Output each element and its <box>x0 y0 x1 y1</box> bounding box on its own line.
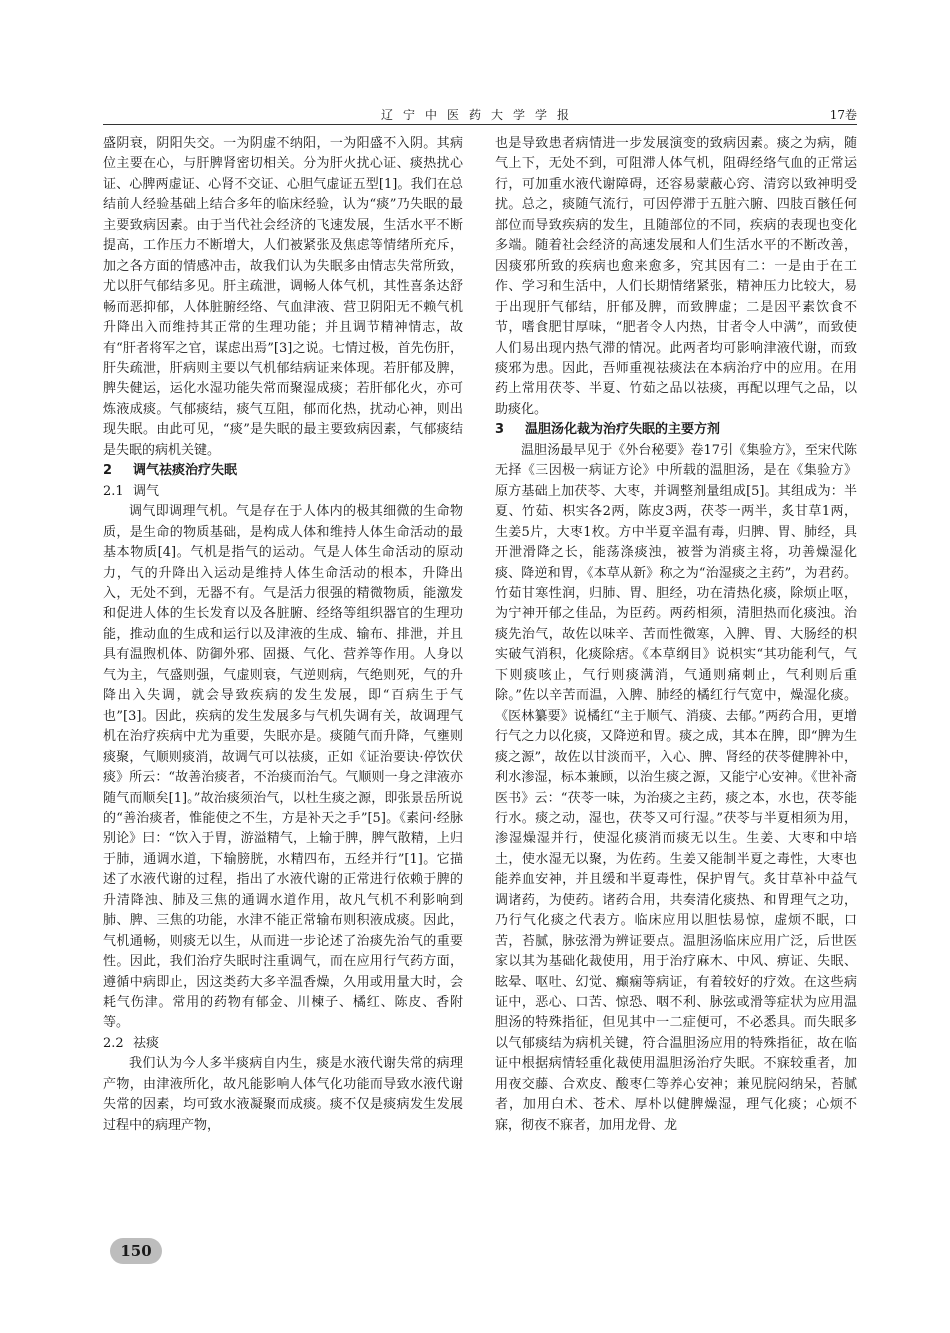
journal-title: 辽宁中医药大学学报 <box>380 108 579 122</box>
subsection-number: 2.1 <box>103 483 124 499</box>
header-divider <box>103 124 857 125</box>
left-column <box>103 134 463 1136</box>
section-heading <box>103 461 463 481</box>
paragraph: 也是导致患者病情进一步发展演变的致病因素。痰之为病，随气上下，无处不到，可阻滞人体气机，阻碍经络气血的正常运行，可加重水液代谢障碍，还容易蒙蔽心窍、清窍以致神明受扰。总之，痰随气流行，可因停滞于五脏六腑、四肢百骸任何部位而导致疾病的发生，且随部位的不同，疾病的表现也变化多端。随着社会经济的高速发展和人们生活水平的不断改善，因痰邪所致的疾病也愈来愈多，究其因有二：一是由于在工作、学习和生活中，人们长期情绪紧张，精神压力比较大，易于出现肝气郁结，肝郁及脾，而致脾虚；二是因平素饮食不节，嗜食肥甘厚味，“肥者令人内热，甘者令人中满”，而致使人们易出现内热气滞的情况。此两者均可影响津液代谢，而致痰邪为患。因此，吾师重视祛痰法在本病治疗中的应用。在用药上常用茯苓、半夏、竹茹之品以祛痰，再配以理气之品，以助痰化。 <box>495 136 857 417</box>
volume-label: 17卷 <box>829 108 857 122</box>
running-header <box>103 104 857 124</box>
subsection-title: 祛痰 <box>133 1035 160 1051</box>
subsection-heading <box>103 482 463 502</box>
section-title: 调气祛痰治疗失眠 <box>133 463 238 479</box>
section-number: 2 <box>103 463 113 479</box>
subsection-title: 调气 <box>133 483 160 499</box>
subsection-number: 2.2 <box>103 1035 124 1051</box>
section-number: 3 <box>495 422 505 438</box>
paragraph: 盛阴衰，阴阳失交。一为阴虚不纳阳，一为阳盛不入阴。其病位主要在心，与肝脾肾密切相关。分为肝火扰心证、痰热扰心证、心脾两虚证、心肾不交证、心胆气虚证五型[1]。我们在总结前人经验基础上结合多年的临床经验，认为“痰”乃失眠的最主要致病因素。由于当代社会经济的飞速发展，生活水平不断提高，工作压力不断增大，人们被紧张及焦虑等情绪所充斥，加之各方面的情感冲击，故我们认为失眠多由情志失常所致，尤以肝气郁结多见。肝主疏泄，调畅人体气机，其性喜条达舒畅而恶抑郁，人体脏腑经络、气血津液、营卫阴阳无不赖气机升降出入而维持其正常的生理功能；并且调节精神情志，故有“肝者将军之官，谋虑出焉”[3]之说。七情过极，首先伤肝，肝失疏泄，肝病则主要以气机郁结病证来体现。若肝郁及脾，脾失健运，运化水湿功能失常而聚湿成痰；若肝郁化火，亦可炼液成痰。气郁痰结，痰气互阻，郁而化热，扰动心神，则出现失眠。由此可见，“痰”是失眠的最主要致病因素，气郁痰结是失眠的病机关键。 <box>103 136 463 458</box>
right-column <box>495 134 857 1136</box>
subsection-heading <box>103 1034 463 1054</box>
section-title: 温胆汤化裁为治疗失眠的主要方剂 <box>525 422 721 438</box>
paragraph: 温胆汤最早见于《外台秘要》卷17引《集验方》，至宋代陈无择《三因极一病证方论》中所载的温胆汤，是在《集验方》原方基础上加茯苓、大枣，并调整剂量组成[5]。其组成为：半夏、竹茹、枳实各2两，陈皮3两，茯苓一两半，炙甘草1两，生姜5片，大枣1枚。方中半夏辛温有毒，归脾、胃、肺经，具开泄滑降之长，能荡涤痰浊，被誉为消痰主将，功善燥湿化痰、降逆和胃，《本草从新》称之为“治湿痰之主药”，为君药。竹茹甘寒性润，归肺、胃、胆经，功在清热化痰，除烦止呕，为宁神开郁之佳品，为臣药。两药相须，清胆热而化痰浊。治痰先治气，故佐以味辛、苦而性微寒，入脾、胃、大肠经的枳实破气消积，化痰除痞。《本草纲目》说枳实“其功能利气，气下则痰咳止，气行则痰满消，气通则痛刺止，气利则后重除。”佐以辛苦而温，入脾、肺经的橘红行气宽中，燥湿化痰。《医林纂要》说橘红“主于顺气、消痰、去郁。”两药合用，更增行气之力以化痰，又降逆和胃。痰之成，其本在脾，即“脾为生痰之源”，故佐以甘淡而平，入心、脾、肾经的茯苓健脾补中，利水渗湿，标本兼顾，以治生痰之源，又能宁心安神。《世补斋医书》云：“茯苓一味，为治痰之主药，痰之本，水也，茯苓能行水。痰之动，湿也，茯苓又可行湿。”茯苓与半夏相须为用，渗湿燥湿并行，使湿化痰消而痰无以生。生姜、大枣和中培土，使水湿无以聚，为佐药。生姜又能制半夏之毒性，大枣也能养血安神，并且缓和半夏毒性，保护胃气。炙甘草补中益气调诸药，为使药。诸药合用，共奏清化痰热、和胃理气之功，乃行气化痰之代表方。临床应用以胆怯易惊，虚烦不眠，口苦，苔腻，脉弦滑为辨证要点。温胆汤临床应用广泛，后世医家以其为基础化裁使用，用于治疗麻木、中风、痹证、失眠、眩晕、呕吐、幻觉、癫痫等病证，有着较好的疗效。在这些病证中，恶心、口苦、惊恐、咽不利、脉弦或滑等症状为应用温胆汤的特殊指征，但见其中一二症便可，不必悉具。而失眠多以气郁痰结为病机关键，符合温胆汤应用的特殊指征，故在临证中根据病情轻重化裁使用温胆汤治疗失眠。不寐较重者，加用夜交藤、合欢皮、酸枣仁等养心安神；兼见脘闷纳呆，苔腻者，加用白术、苍术、厚朴以健脾燥湿，理气化痰；心烦不寐，彻夜不寐者，加用龙骨、龙 <box>495 442 857 1133</box>
page-number: 150 <box>110 1238 162 1264</box>
paragraph: 我们认为今人多半痰病自内生，痰是水液代谢失常的病理产物，由津液所化，故凡能影响人体气化功能而导致水液代谢失常的因素，均可致水液凝聚而成痰。痰不仅是痰病发生发展过程中的病理产物， <box>103 1056 463 1133</box>
section-heading <box>495 420 857 440</box>
paragraph: 调气即调理气机。气是存在于人体内的极其细微的生命物质，是生命的物质基础，是构成人体和维持人体生命活动的最基本物质[4]。气机是指气的运动。气是人体生命活动的原动力，气的升降出入运动是维持人体生命活动的根本，升降出入，无处不到，无器不有。气是活力很强的精微物质，能激发和促进人体的生长发育以及各脏腑、经络等组织器官的生理功能，推动血的生成和运行以及津液的生成、输布、排泄，并且具有温煦机体、防御外邪、固摄、气化、营养等作用。人身以气为主，气盛则强，气虚则衰，气逆则病，气绝则死，气的升降出入失调，就会导致疾病的发生发展，即“百病生于气也”[3]。因此，疾病的发生发展多与气机失调有关，故调理气机在治疗疾病中尤为重要，失眠亦是。痰随气而升降，气壅则痰聚，气顺则痰消，故调气可以祛痰，正如《证治要诀·停饮伏痰》所云：“故善治痰者，不治痰而治气。气顺则一身之津液亦随气而顺矣[1]。”故治痰须治气，以杜生痰之源，即张景岳所说的“善治痰者，惟能使之不生，方是补天之手”[5]。《素问·经脉别论》曰：“饮入于胃，游溢精气，上输于脾，脾气散精，上归于肺，通调水道，下输膀胱，水精四布，五经并行”[1]。它描述了水液代谢的过程，指出了水液代谢的正常进行依赖于脾的升清降浊、肺及三焦的通调水道作用，故凡气机不利影响到肺、脾、三焦的功能，水津不能正常输布则积液成痰。因此，气机通畅，则痰无以生，从而进一步论述了治痰先治气的重要性。因此，我们治疗失眠时注重调气，而在应用行气药方面，遵循中病即止，因这类药大多辛温香燥，久用或用量大时，会耗气伤津。常用的药物有郁金、川楝子、橘红、陈皮、香附等。 <box>103 504 463 1031</box>
